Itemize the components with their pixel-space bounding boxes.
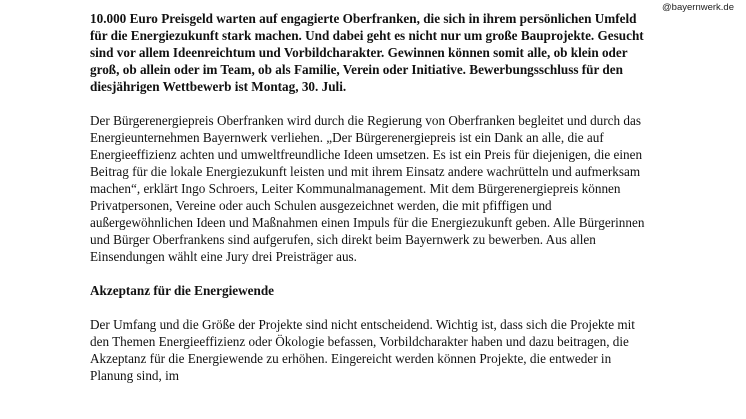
body-paragraph-2: Der Umfang und die Größe der Projekte sind nicht entscheidend. Wichtig ist, dass sich die Projekte mit den Themen Energieeffizienz oder Ökologie befassen, Vorbildcharakter haben und dazu beitragen, die Akzeptanz für die Energiewende zu erhöhen. Eingereicht werden können Projekte, die entweder in Planung sind, im (90, 317, 635, 383)
body-paragraph-1: Der Bürgerenergiepreis Oberfranken wird durch die Regierung von Oberfranken begleitet und durch das Energieunternehmen Bayernwerk verliehen. „Der Bürgerenergiepreis ist ein Dank an alle, die auf Energieeffizienz achten und umweltfreundliche Ideen umsetzen. Es ist ein Preis für diejenigen, die einen Beitrag für die lokale Energiezukunft leisten und mit ihrem Einsatz andere wachrütteln und aufmerksam machen“, erklärt Ingo Schroers, Leiter Kommunalmanagement. Mit dem Bürgerenergiepreis können Privatpersonen, Vereine oder auch Schulen ausgezeichnet werden, die mit pfiffigen und außergewöhnlichen Ideen und Maßnahmen einen Impuls für die Energiezukunft geben. Alle Bürgerinnen und Bürger Oberfrankens sind aufgerufen, sich direkt beim Bayernwerk zu bewerben. Aus allen Einsendungen wählt eine Jury drei Preisträger aus. (90, 113, 645, 264)
section-heading: Akzeptanz für die Energiewende (90, 283, 275, 298)
article-body (90, 10, 650, 384)
lead-paragraph: 10.000 Euro Preisgeld warten auf engagierte Oberfranken, die sich in ihrem persönlichen Umfeld für die Energiezukunft stark machen. Und dabei geht es nicht nur um große Bauprojekte. Gesucht sind vor allem Ideenreichtum und Vorbildcharakter. Gewinnen können somit alle, ob klein oder groß, ob allein oder im Team, ob als Familie, Verein oder Initiative. Bewerbungsschluss für den diesjährigen Wettbewerb ist Montag, 30. Juli. (90, 11, 644, 94)
source-watermark: @bayernwerk.de (662, 2, 734, 13)
